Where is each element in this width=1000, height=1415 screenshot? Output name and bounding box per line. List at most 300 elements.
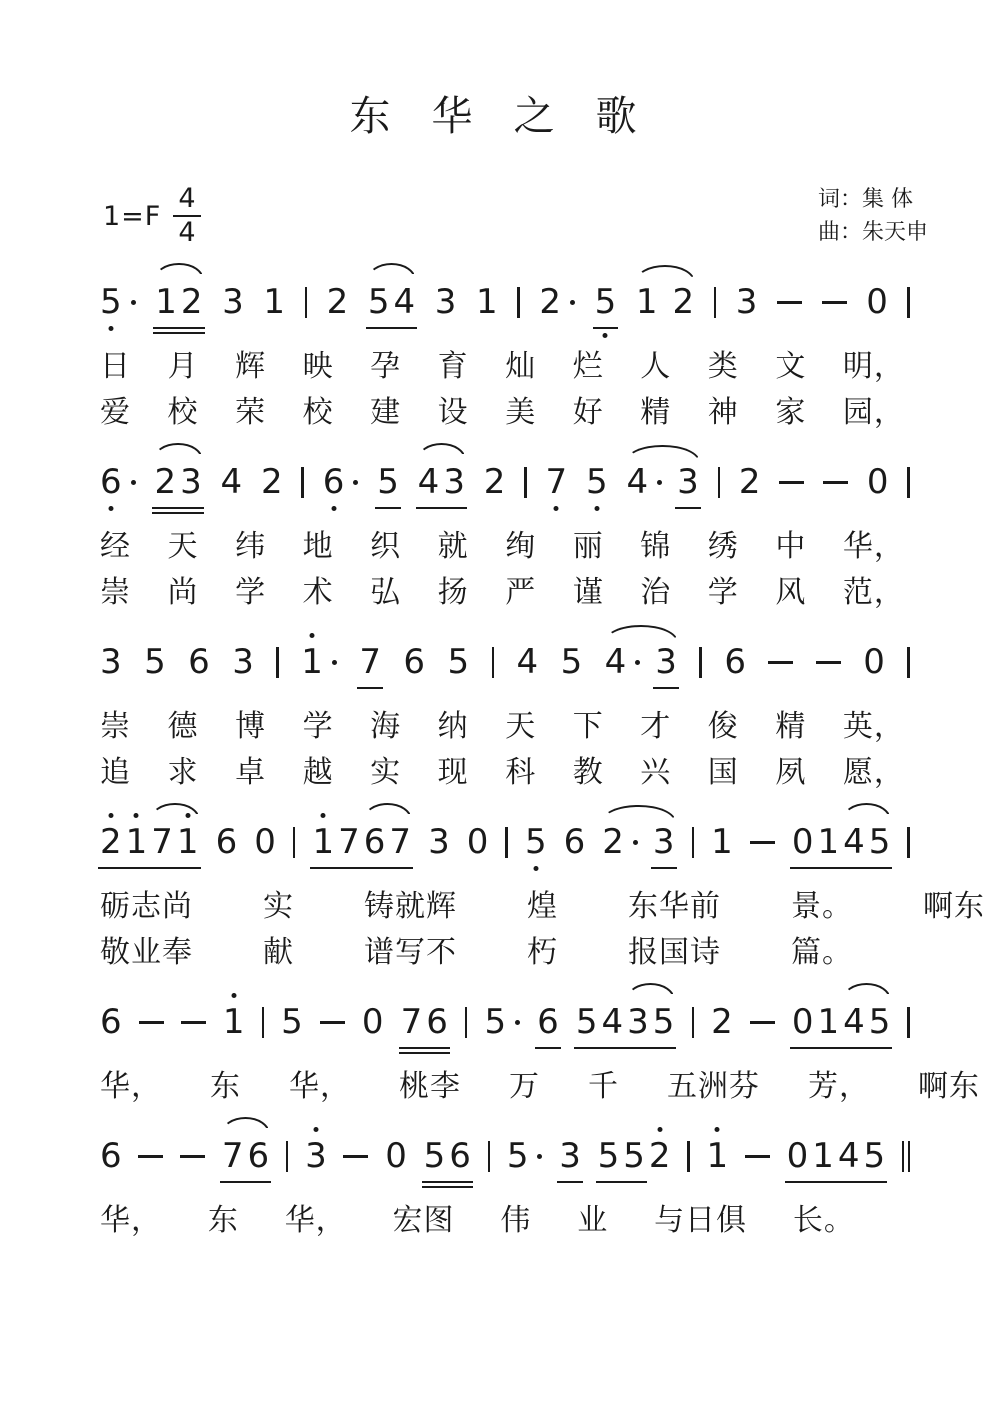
note-digit: 1 (706, 1134, 728, 1178)
lyric-syllable: 校 (167, 395, 199, 430)
lyric-line (100, 524, 905, 570)
lyric-syllable: 朽 (527, 935, 558, 970)
note (362, 1000, 384, 1044)
lyric-syllable: 华， (289, 1069, 351, 1104)
note-digit: 6 (247, 1136, 270, 1176)
composer-credit: 曲：朱天申 (817, 220, 928, 245)
slur-arc (363, 803, 412, 820)
lyric-syllable: 华， (100, 1203, 162, 1238)
score-line (0, 1132, 1000, 1244)
lyric-syllable: 篇。 (791, 935, 853, 970)
note-digit: 5 (868, 1002, 891, 1042)
slur-arc (367, 263, 416, 280)
note-digit: 7 (389, 822, 412, 862)
lyric-syllable: 现 (437, 755, 469, 790)
note (327, 280, 349, 324)
duration-dash (343, 1155, 368, 1158)
note-digit: 4 (837, 1136, 860, 1176)
lyric-line (100, 1064, 980, 1110)
lyric-syllable: 烂 (572, 349, 604, 384)
note (838, 1134, 885, 1178)
note-digit: 1 (711, 822, 733, 862)
barline (714, 287, 717, 318)
note (655, 640, 677, 684)
lyric-syllable: 绚 (505, 529, 537, 564)
augmentation-dot (332, 660, 337, 665)
note (792, 1000, 839, 1044)
lyric-syllable: 实 (370, 755, 402, 790)
note-digit: 4 (604, 642, 627, 682)
lyric-syllable: 中 (775, 529, 807, 564)
time-signature-numerator: 4 (173, 184, 200, 217)
lyric-syllable: 精 (640, 395, 672, 430)
note-digit: 6 (363, 822, 386, 862)
lyric-syllable: 献 (263, 935, 294, 970)
lyric-syllable: 爱 (100, 395, 131, 430)
key-tonality: 1=F (103, 200, 162, 232)
note (221, 460, 243, 504)
lyric-syllable: 孕 (370, 349, 402, 384)
score-line (0, 818, 1000, 976)
lyric-syllable: 建 (370, 395, 402, 430)
octave-dot-above (185, 813, 190, 818)
note (151, 820, 198, 864)
augmentation-dot (131, 480, 136, 485)
note-digit: 2 (711, 1002, 733, 1042)
duration-dash (750, 841, 775, 844)
note (424, 1134, 471, 1178)
lyric-syllable: 地 (302, 529, 334, 564)
duration-dash (320, 1021, 345, 1024)
beam-group (576, 1000, 675, 1044)
note (261, 460, 283, 504)
duration-dash (745, 1155, 770, 1158)
lyric-syllable: 崇 (100, 709, 131, 744)
note-digit: 7 (151, 822, 173, 862)
octave-dot-below (108, 326, 113, 331)
lyric-syllable: 下 (572, 709, 604, 744)
lyric-syllable: 华， (100, 1069, 162, 1104)
slur-group (636, 280, 694, 324)
note-digit: 6 (724, 642, 746, 682)
note-digit: 3 (222, 282, 244, 322)
lyricist-credit: 词：集 体 (817, 187, 913, 212)
lyric-syllable: 学 (707, 575, 739, 610)
slur-arc (417, 443, 466, 460)
slur-arc (842, 983, 891, 1000)
note (507, 1134, 543, 1178)
note-digit: 2 (261, 462, 283, 502)
time-signature-denominator: 4 (178, 217, 196, 248)
note (144, 640, 166, 684)
note-digit: 6 (426, 1002, 448, 1042)
note-digit: 5 (447, 642, 470, 682)
lyric-syllable: 锦 (640, 529, 672, 564)
lyric-syllable: 荣 (235, 395, 267, 430)
note-digit: 2 (738, 462, 761, 502)
note (305, 1134, 327, 1178)
note-digit: 2 (483, 462, 506, 502)
note (484, 1000, 520, 1044)
lyric-syllable: 兴 (640, 755, 672, 790)
duration-dash (180, 1155, 205, 1158)
augmentation-dot (657, 480, 662, 485)
note-digit: 5 (586, 460, 608, 504)
note-digit: 3 (652, 822, 675, 862)
barline (692, 1007, 695, 1038)
lyric-syllable: 谨 (572, 575, 604, 610)
lyric-syllable: 越 (302, 755, 334, 790)
augmentation-dot (635, 660, 640, 665)
note-digit: 6 (449, 1136, 471, 1176)
lyric-syllable: 英， (842, 709, 905, 744)
song-title: 东 华 之 歌 (349, 92, 651, 140)
note (636, 280, 658, 324)
lyric-line (100, 884, 985, 930)
lyric-syllable: 术 (302, 575, 334, 610)
note-digit: 2 (649, 1134, 671, 1178)
note (359, 640, 381, 684)
note-digit: 3 (655, 642, 677, 682)
duration-dash (822, 301, 847, 304)
barline (465, 1007, 468, 1038)
note (626, 460, 662, 504)
score-line (0, 458, 1000, 616)
note (435, 280, 457, 324)
note-digit: 4 (843, 1002, 865, 1042)
note (428, 820, 450, 864)
beam-group (792, 820, 891, 864)
note (281, 1000, 303, 1044)
note (595, 280, 617, 324)
note-digit: 1 (301, 640, 323, 684)
note-digit: 7 (546, 460, 568, 504)
note (312, 820, 359, 864)
lyric-syllable: 明， (842, 349, 905, 384)
slur-arc (150, 803, 199, 820)
barline (293, 827, 296, 858)
note-digit: 3 (677, 462, 699, 502)
lyric-syllable: 千 (588, 1069, 619, 1104)
note (649, 1134, 671, 1178)
lyric-syllable: 夙 (775, 755, 807, 790)
beam-group (312, 820, 411, 864)
note (576, 1000, 623, 1044)
note (418, 460, 465, 504)
note (605, 640, 641, 684)
lyric-syllable: 治 (640, 575, 672, 610)
slur-arc (153, 443, 202, 460)
note-digit: 5 (575, 1002, 598, 1042)
note-digit: 5 (377, 462, 399, 502)
lyric-syllable: 煌 (527, 889, 558, 924)
octave-dot-below (108, 506, 113, 511)
barline (699, 647, 702, 678)
note (537, 1000, 559, 1044)
note-digit: 1 (177, 820, 199, 864)
notation-line (100, 998, 910, 1046)
note-digit: 3 (428, 822, 450, 862)
lyric-syllable: 啊东 (923, 889, 985, 924)
lyric-syllable: 灿 (505, 349, 537, 384)
slur-group (602, 820, 674, 864)
note-digit: 1 (312, 820, 334, 864)
note (401, 1000, 448, 1044)
lyric-syllable: 天 (167, 529, 199, 564)
slur-arc (842, 803, 891, 820)
note-digit: 3 (232, 642, 254, 682)
note-digit: 3 (735, 282, 758, 322)
lyric-syllable: 好 (572, 395, 604, 430)
barline (907, 647, 910, 678)
note (222, 280, 244, 324)
note-digit: 0 (791, 822, 814, 862)
note (627, 1000, 674, 1044)
lyric-syllable: 万 (509, 1069, 540, 1104)
lyric-syllable: 愿， (842, 755, 905, 790)
note (792, 820, 839, 864)
note-digit: 2 (180, 282, 203, 322)
lyric-syllable: 园， (842, 395, 905, 430)
barline (524, 467, 527, 498)
barline (907, 1007, 910, 1038)
note-digit: 0 (863, 642, 885, 682)
note (843, 1000, 890, 1044)
lyric-syllable: 类 (707, 349, 739, 384)
note (154, 460, 201, 504)
octave-dot-above (231, 993, 236, 998)
beam-group (598, 1134, 671, 1178)
lyric-syllable: 国 (707, 755, 739, 790)
lyric-syllable: 博 (235, 709, 267, 744)
note-digit: 5 (367, 282, 390, 322)
barline (692, 827, 695, 858)
note (525, 820, 547, 864)
note-digit: 3 (627, 1002, 649, 1042)
note-digit: 4 (843, 822, 865, 862)
lyric-line (100, 344, 905, 390)
augmentation-dot (633, 840, 638, 845)
note (403, 640, 425, 684)
note (724, 640, 746, 684)
barline (301, 467, 304, 498)
note (301, 640, 337, 684)
barline (907, 287, 910, 318)
note (867, 460, 889, 504)
notation-line (100, 458, 910, 506)
key-signature (103, 184, 201, 248)
lyric-syllable: 家 (775, 395, 807, 430)
lyric-syllable: 纳 (437, 709, 469, 744)
lyric-syllable: 东华前 (628, 889, 721, 924)
lyric-syllable: 弘 (370, 575, 402, 610)
note (100, 280, 136, 324)
octave-dot-below (331, 506, 336, 511)
note-digit: 7 (359, 642, 381, 682)
note-digit: 2 (154, 462, 177, 502)
octave-dot-below (554, 506, 559, 511)
octave-dot-above (310, 633, 315, 638)
lyric-syllable: 东 (207, 1203, 239, 1238)
lyric-line (100, 1198, 855, 1244)
lyric-syllable: 设 (437, 395, 469, 430)
note-digit: 2 (602, 822, 624, 862)
octave-dot-below (533, 866, 538, 871)
note (467, 820, 489, 864)
note (866, 280, 888, 324)
note (263, 280, 285, 324)
lyric-syllable: 纬 (235, 529, 267, 564)
lyric-syllable: 辉 (235, 349, 267, 384)
slur-group (605, 640, 677, 684)
barline (907, 827, 910, 858)
lyric-syllable: 扬 (437, 575, 469, 610)
note (736, 280, 758, 324)
notation-line (100, 638, 910, 686)
augmentation-dot (515, 1020, 520, 1025)
slur-arc (626, 983, 675, 1000)
note-digit: 1 (126, 820, 148, 864)
note-digit: 7 (338, 822, 360, 862)
note-digit: 3 (443, 462, 465, 502)
note-digit: 3 (180, 462, 202, 502)
octave-dot-above (321, 813, 326, 818)
note-digit: 2 (539, 282, 561, 322)
lyric-syllable: 景。 (791, 889, 853, 924)
note-digit: 1 (812, 1136, 834, 1176)
octave-dot-above (108, 813, 113, 818)
barline (718, 467, 721, 498)
barline (687, 1141, 690, 1172)
note-digit: 5 (595, 280, 617, 324)
note (447, 640, 469, 684)
lyric-syllable: 崇 (100, 575, 131, 610)
lyric-syllable: 与日俱 (654, 1203, 748, 1238)
note (677, 460, 699, 504)
lyric-syllable: 实 (263, 889, 294, 924)
lyric-syllable: 铸就辉 (364, 889, 457, 924)
barline (492, 647, 495, 678)
lyric-line (100, 750, 905, 796)
barline (262, 1007, 265, 1038)
barline (276, 647, 279, 678)
lyric-line (100, 704, 905, 750)
augmentation-dot (537, 1154, 542, 1159)
slur-arc (221, 1117, 270, 1134)
note-digit: 5 (560, 642, 583, 682)
note (598, 1134, 645, 1178)
note (155, 280, 202, 324)
lyric-syllable: 文 (775, 349, 807, 384)
note (368, 280, 415, 324)
note (546, 460, 568, 504)
augmentation-dot (353, 480, 358, 485)
note (672, 280, 694, 324)
note (739, 460, 761, 504)
lyric-syllable: 映 (302, 349, 334, 384)
note-digit: 6 (188, 642, 210, 682)
note-digit: 0 (466, 822, 489, 862)
lyric-syllable: 育 (437, 349, 469, 384)
note-digit: 4 (516, 642, 539, 682)
lyric-syllable: 尚 (167, 575, 199, 610)
note (476, 280, 498, 324)
lyric-line (100, 390, 905, 436)
note-digit: 5 (506, 1136, 529, 1176)
lyric-syllable: 就 (437, 529, 469, 564)
note-digit: 4 (220, 462, 243, 502)
lyric-syllable: 日 (100, 349, 131, 384)
note (863, 640, 885, 684)
barline (305, 287, 308, 318)
lyric-line (100, 930, 985, 976)
note-digit: 5 (484, 1002, 507, 1042)
note (653, 820, 675, 864)
note-digit: 3 (559, 1136, 581, 1176)
note (564, 820, 586, 864)
duration-dash (138, 1155, 163, 1158)
note-digit: 6 (403, 642, 426, 682)
score (0, 278, 1000, 1244)
duration-dash (750, 1021, 775, 1024)
note-digit: 0 (791, 1002, 814, 1042)
note (100, 640, 122, 684)
note-digit: 1 (155, 282, 177, 322)
note-digit: 6 (215, 822, 238, 862)
note-digit: 4 (417, 462, 440, 502)
lyric-syllable: 业 (577, 1203, 609, 1238)
note (586, 460, 608, 504)
note (711, 1000, 733, 1044)
note (843, 820, 890, 864)
lyric-syllable: 华， (842, 529, 905, 564)
note-digit: 5 (525, 820, 547, 864)
lyric-syllable: 宏图 (392, 1203, 455, 1238)
barline (505, 827, 508, 858)
note (561, 640, 583, 684)
augmentation-dot (131, 300, 136, 305)
score-line (0, 998, 1000, 1110)
note (188, 640, 210, 684)
note (539, 280, 575, 324)
lyric-syllable: 严 (505, 575, 537, 610)
lyric-syllable: 人 (640, 349, 672, 384)
note-digit: 1 (263, 282, 285, 322)
note-digit: 5 (281, 1002, 303, 1042)
lyric-syllable: 德 (167, 709, 199, 744)
lyric-syllable: 报国诗 (628, 935, 721, 970)
note-digit: 0 (254, 822, 276, 862)
lyric-syllable: 校 (302, 395, 334, 430)
note (559, 1134, 581, 1178)
lyric-syllable: 神 (707, 395, 739, 430)
lyric-syllable: 伟 (500, 1203, 532, 1238)
note-digit: 0 (866, 462, 889, 502)
lyric-syllable: 五洲芬 (667, 1069, 760, 1104)
note (711, 820, 733, 864)
note-digit: 1 (476, 282, 498, 322)
beam-group (792, 1000, 891, 1044)
duration-dash (779, 481, 804, 484)
augmentation-dot (570, 300, 575, 305)
note-digit: 5 (144, 642, 166, 682)
note (100, 820, 147, 864)
lyric-syllable: 俊 (707, 709, 739, 744)
beam-group (100, 820, 199, 864)
note-digit: 4 (601, 1002, 624, 1042)
final-barline (902, 1141, 910, 1172)
lyric-syllable: 华， (284, 1203, 347, 1238)
